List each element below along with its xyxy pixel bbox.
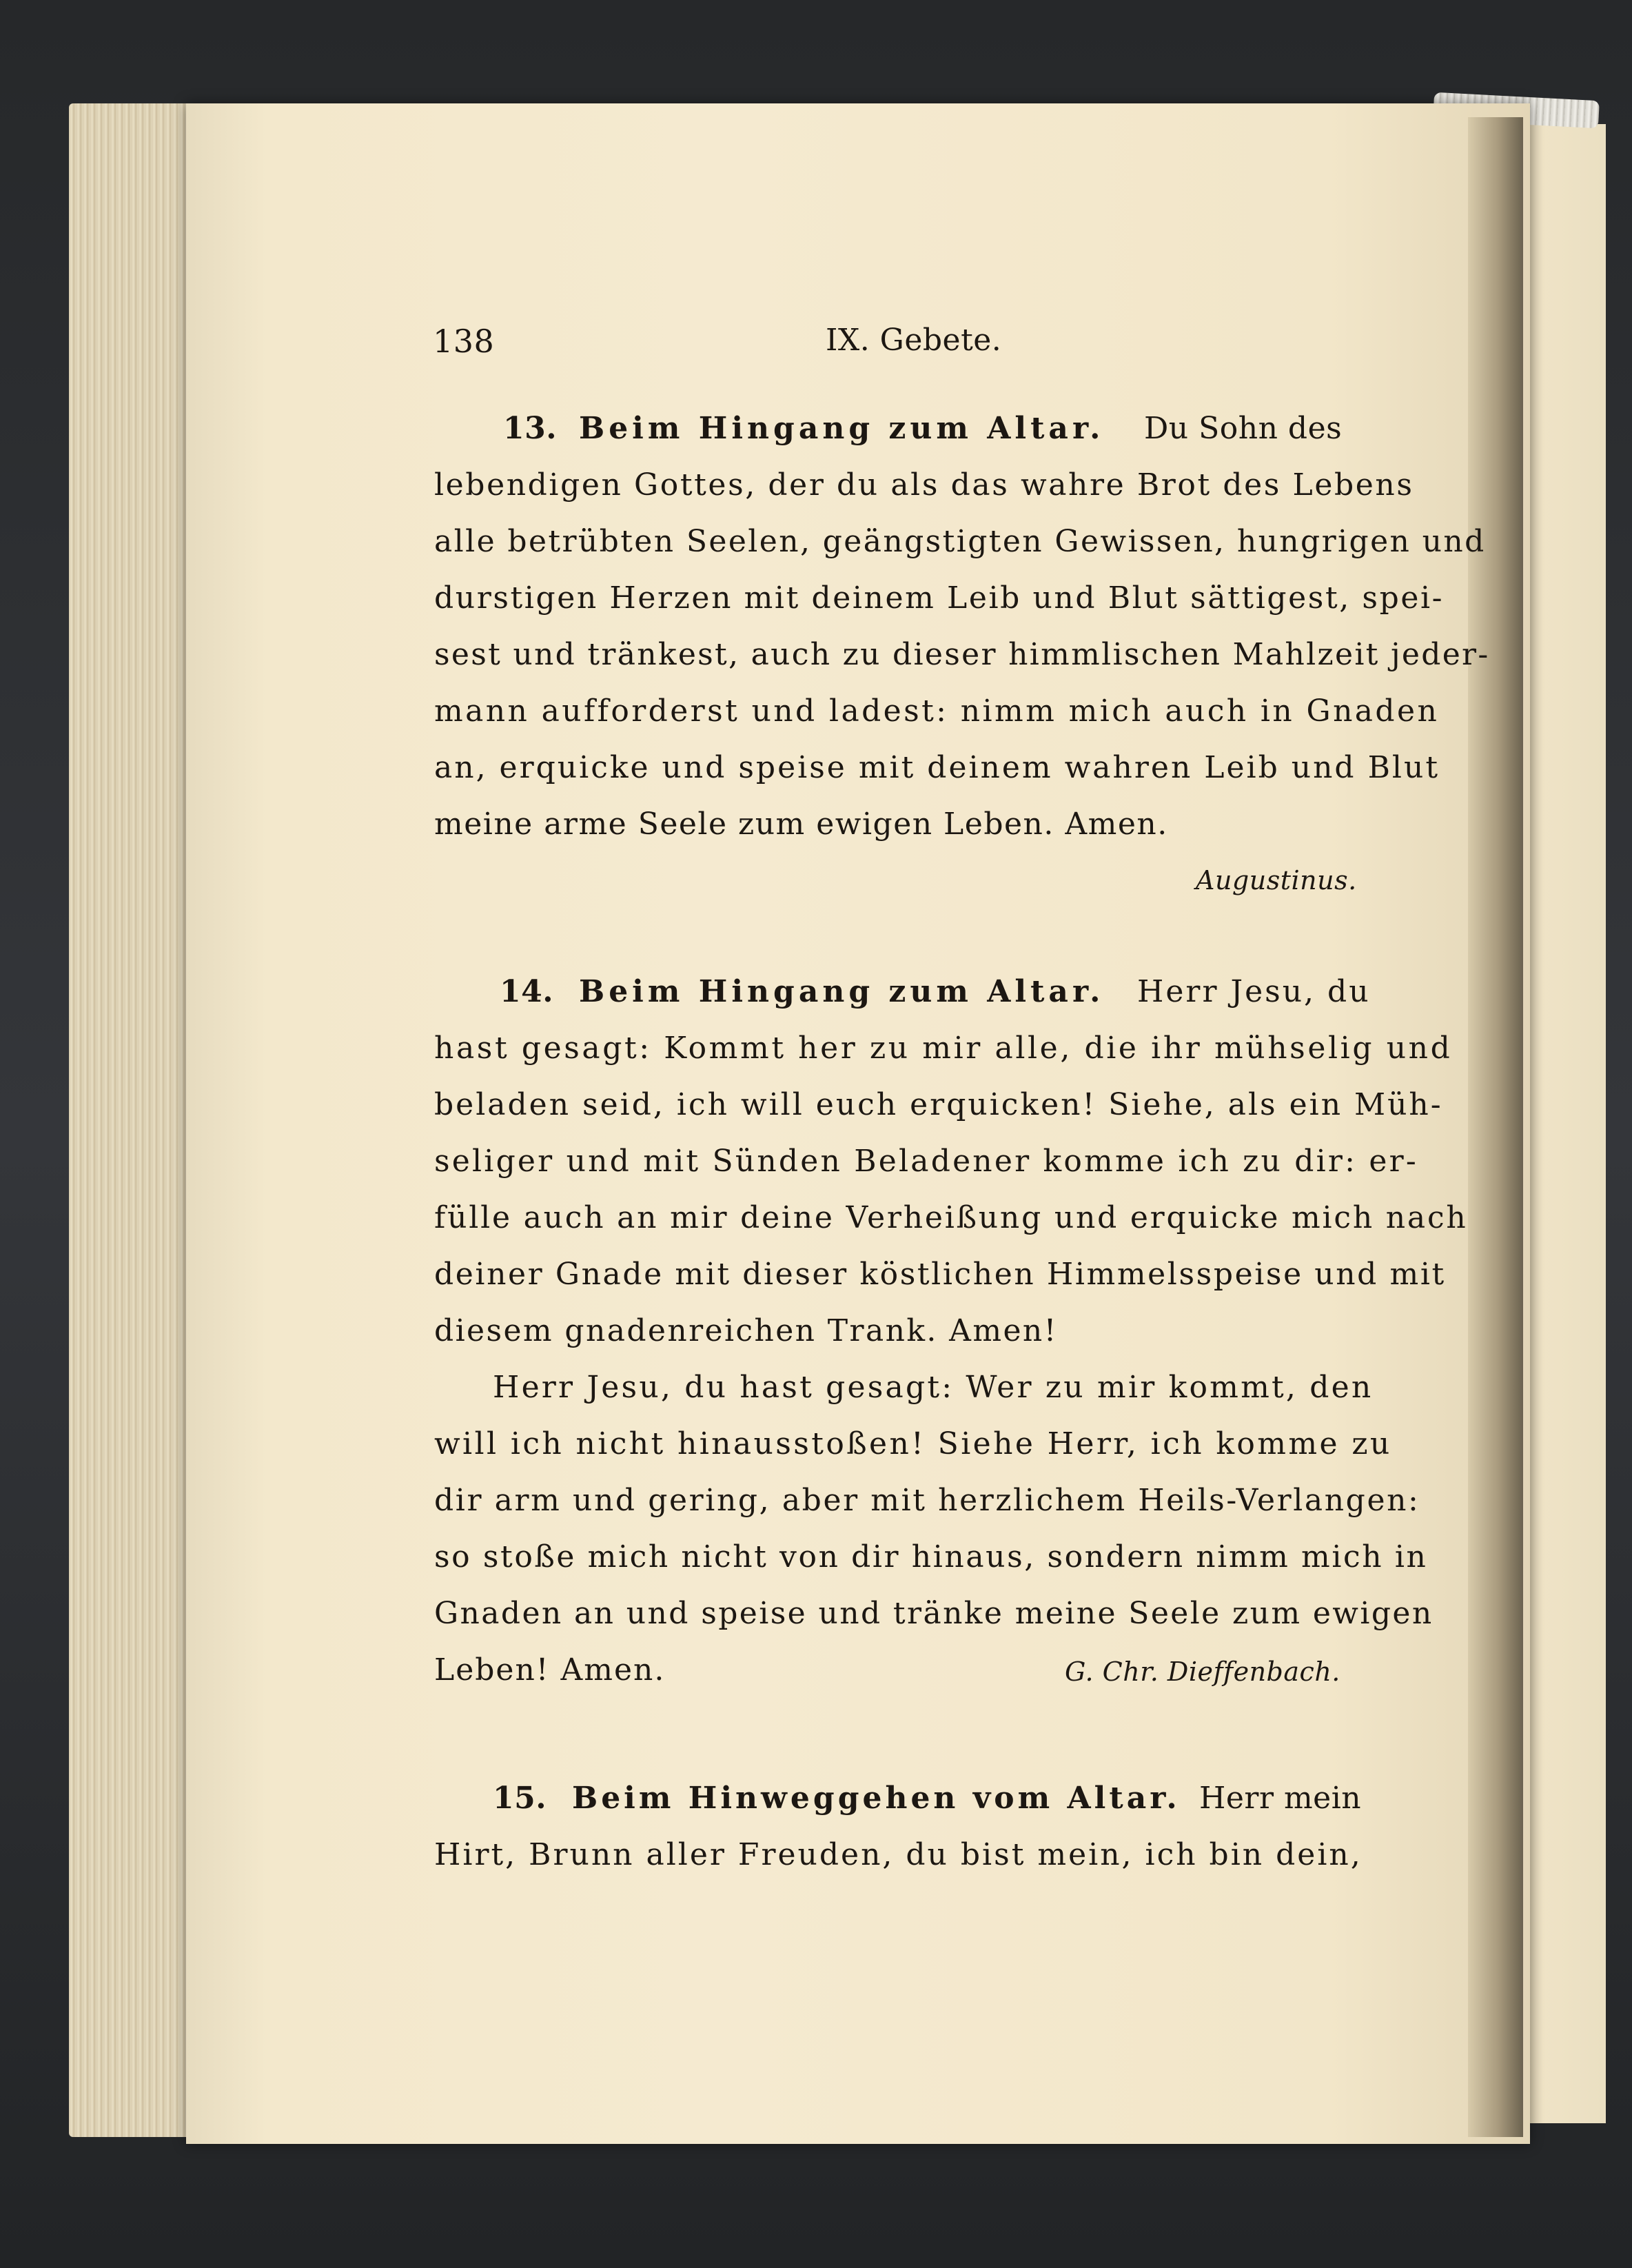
prayer-13-line-6: mann aufforderst und ladest: nimm mich auch in Gnaden	[434, 693, 1440, 729]
prayer-14-line-8: Herr Jesu, du hast gesagt: Wer zu mir kommt, den	[493, 1370, 1374, 1405]
prayer-13-number: 13.	[503, 411, 558, 446]
prayer-13-line-2: lebendigen Gottes, der du als das wahre Brot des Lebens	[434, 467, 1414, 503]
prayer-14-line-3: beladen seid, ich will euch erquicken! Siehe, als ein Müh-	[434, 1087, 1443, 1122]
prayer-13-heading: Beim Hingang zum Altar.	[579, 411, 1105, 446]
page-number: 138	[433, 323, 495, 360]
prayer-14-line-11: so stoße mich nicht von dir hinaus, sondern nimm mich in	[434, 1539, 1428, 1575]
page-gutter	[1468, 117, 1523, 2137]
prayer-15-number: 15.	[493, 1781, 547, 1816]
prayer-15-heading: Beim Hinweggehen vom Altar.	[572, 1781, 1181, 1816]
prayer-14-number: 14.	[500, 974, 554, 1009]
prayer-13-signature: Augustinus.	[1196, 865, 1357, 895]
prayer-14-line-2: hast gesagt: Kommt her zu mir alle, die ihr mühselig und	[434, 1031, 1453, 1066]
running-header: IX. Gebete.	[826, 323, 1002, 358]
prayer-13-line-4: durstigen Herzen mit deinem Leib und Blut sättigest, spei-	[434, 580, 1445, 616]
prayer-14-line-6: deiner Gnade mit dieser köstlichen Himmelsspeise und mit	[434, 1257, 1446, 1292]
prayer-14-line-10: dir arm und gering, aber mit herzlichem Heils-Verlangen:	[434, 1483, 1420, 1518]
prayer-13-line-8: meine arme Seele zum ewigen Leben. Amen.	[434, 807, 1168, 842]
prayer-15-line-1: Herr mein	[1199, 1781, 1362, 1816]
prayer-13-line-3: alle betrübten Seelen, geängstigten Gewissen, hungrigen und	[434, 524, 1486, 559]
prayer-14-heading: Beim Hingang zum Altar.	[579, 974, 1105, 1009]
prayer-14-line-12: Gnaden an und speise und tränke meine Seele zum ewigen	[434, 1596, 1434, 1631]
prayer-14-line-4: seliger und mit Sünden Beladener komme ich zu dir: er-	[434, 1144, 1418, 1179]
prayer-14-line-7: diesem gnadenreichen Trank. Amen!	[434, 1313, 1058, 1348]
prayer-14-line-1: Herr Jesu, du	[1137, 974, 1371, 1009]
prayer-13-line-1: Du Sohn des	[1144, 411, 1343, 446]
prayer-14-line-5: fülle auch an mir deine Verheißung und erquicke mich nach	[434, 1200, 1468, 1235]
prayer-15-line-2: Hirt, Brunn aller Freuden, du bist mein, ich bin dein,	[434, 1837, 1363, 1872]
prayer-13-line-5: sest und tränkest, auch zu dieser himmlischen Mahlzeit jeder-	[434, 637, 1490, 672]
prayer-13-line-7: an, erquicke und speise mit deinem wahren Leib und Blut	[434, 750, 1440, 785]
prayer-14-line-13: Leben! Amen.	[434, 1652, 666, 1688]
prayer-14-line-9: will ich nicht hinausstoßen! Siehe Herr, ich komme zu	[434, 1426, 1392, 1461]
prayer-14-signature: G. Chr. Dieffenbach.	[1065, 1657, 1340, 1687]
